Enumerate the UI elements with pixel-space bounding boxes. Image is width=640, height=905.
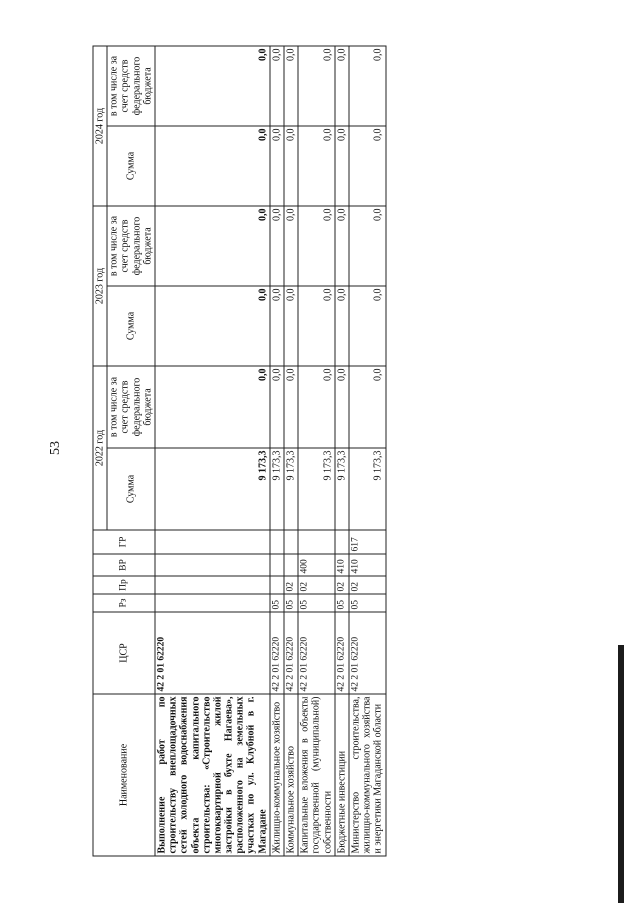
row-federal-2024: 0,0 [335, 46, 349, 126]
row-gr [270, 530, 284, 554]
row-sum-2023: 0,0 [284, 286, 298, 366]
row-federal-2024: 0,0 [349, 46, 386, 126]
row-pr [155, 576, 270, 594]
header-year-2024: 2024 год [93, 46, 107, 206]
row-sum-2024: 0,0 [349, 126, 386, 206]
row-vr [155, 554, 270, 576]
row-vr [284, 554, 298, 576]
row-sum-2024: 0,0 [298, 126, 335, 206]
row-name: Бюджетные инвестиции [335, 694, 349, 856]
row-csr: 42 2 01 62220 [284, 612, 298, 694]
row-pr: 02 [298, 576, 335, 594]
row-federal-2022: 0,0 [155, 366, 270, 448]
row-csr: 42 2 01 62220 [270, 612, 284, 694]
row-pr: 02 [284, 576, 298, 594]
row-federal-2023: 0,0 [349, 206, 386, 286]
row-federal-2024: 0,0 [284, 46, 298, 126]
row-federal-2024: 0,0 [298, 46, 335, 126]
table-row [284, 46, 298, 856]
row-rz: 05 [335, 594, 349, 612]
table-row [349, 46, 386, 856]
row-gr [335, 530, 349, 554]
row-sum-2023: 0,0 [298, 286, 335, 366]
row-csr: 42 2 01 62220 [349, 612, 386, 694]
row-sum-2023: 0,0 [335, 286, 349, 366]
row-vr: 410 [349, 554, 386, 576]
row-federal-2022: 0,0 [270, 366, 284, 448]
row-sum-2022: 9 173,3 [298, 448, 335, 530]
header-federal-2024: в том числе за счет средств федерального бюджета [107, 46, 155, 126]
header-name: Наименование [93, 694, 155, 856]
row-federal-2024: 0,0 [155, 46, 270, 126]
budget-table [93, 45, 387, 856]
row-federal-2024: 0,0 [270, 46, 284, 126]
header-sum-2023: Сумма [107, 286, 155, 366]
row-sum-2022: 9 173,3 [270, 448, 284, 530]
row-pr: 02 [349, 576, 386, 594]
header-sum-2022: Сумма [107, 448, 155, 530]
page-number: 53 [48, 441, 63, 455]
header-year-2022: 2022 год [93, 366, 107, 530]
row-csr: 42 2 01 62220 [335, 612, 349, 694]
row-vr: 410 [335, 554, 349, 576]
row-sum-2022: 9 173,3 [155, 448, 270, 530]
row-federal-2022: 0,0 [335, 366, 349, 448]
header-pr: Пр [93, 576, 155, 594]
row-sum-2023: 0,0 [155, 286, 270, 366]
budget-table-rotated [93, 46, 506, 856]
row-rz: 05 [284, 594, 298, 612]
row-name: Капитальные вложения в объекты государственной (муниципальной) собственности [298, 694, 335, 856]
header-year-2023: 2023 год [93, 206, 107, 366]
row-pr [270, 576, 284, 594]
row-name: Выполнение работ по строительству внеплощадочных сетей холодного водоснабжения объекта капитального строительства: «Строительство многоквартирной жилой застройки в бухте Нагаева», расположенного на земельных участках по ул. Клубной в г. Магадане [155, 694, 270, 856]
row-federal-2023: 0,0 [284, 206, 298, 286]
header-row-years [93, 46, 107, 856]
table-row [155, 46, 270, 856]
header-sum-2024: Сумма [107, 126, 155, 206]
header-rz: Рз [93, 594, 155, 612]
row-vr [270, 554, 284, 576]
row-federal-2023: 0,0 [298, 206, 335, 286]
row-sum-2024: 0,0 [284, 126, 298, 206]
row-federal-2023: 0,0 [335, 206, 349, 286]
row-pr: 02 [335, 576, 349, 594]
row-gr [284, 530, 298, 554]
row-sum-2022: 9 173,3 [335, 448, 349, 530]
row-rz: 05 [349, 594, 386, 612]
header-federal-2023: в том числе за счет средств федерального бюджета [107, 206, 155, 286]
row-federal-2023: 0,0 [155, 206, 270, 286]
table-row [270, 46, 284, 856]
row-name: Коммунальное хозяйство [284, 694, 298, 856]
row-sum-2024: 0,0 [270, 126, 284, 206]
row-csr: 42 2 01 62220 [298, 612, 335, 694]
row-federal-2022: 0,0 [298, 366, 335, 448]
header-gr: ГР [93, 530, 155, 554]
row-name: Министерство строительства, жилищно-коммунального хозяйства и энергетики Магаданской области [349, 694, 386, 856]
header-csr: ЦСР [93, 612, 155, 694]
row-gr [298, 530, 335, 554]
header-federal-2022: в том числе за счет средств федерального бюджета [107, 366, 155, 448]
header-vr: ВР [93, 554, 155, 576]
row-gr [155, 530, 270, 554]
row-rz: 05 [298, 594, 335, 612]
row-sum-2023: 0,0 [270, 286, 284, 366]
row-gr: 617 [349, 530, 386, 554]
row-name: Жилищно-коммунальное хозяйство [270, 694, 284, 856]
row-federal-2022: 0,0 [349, 366, 386, 448]
row-vr: 400 [298, 554, 335, 576]
row-sum-2022: 9 173,3 [349, 448, 386, 530]
row-csr: 42 2 01 62220 [155, 612, 270, 694]
scan-edge-shadow [618, 645, 624, 903]
row-sum-2022: 9 173,3 [284, 448, 298, 530]
row-rz [155, 594, 270, 612]
row-sum-2023: 0,0 [349, 286, 386, 366]
row-federal-2023: 0,0 [270, 206, 284, 286]
table-row [298, 46, 335, 856]
row-sum-2024: 0,0 [335, 126, 349, 206]
row-federal-2022: 0,0 [284, 366, 298, 448]
row-sum-2024: 0,0 [155, 126, 270, 206]
table-row [335, 46, 349, 856]
row-rz: 05 [270, 594, 284, 612]
